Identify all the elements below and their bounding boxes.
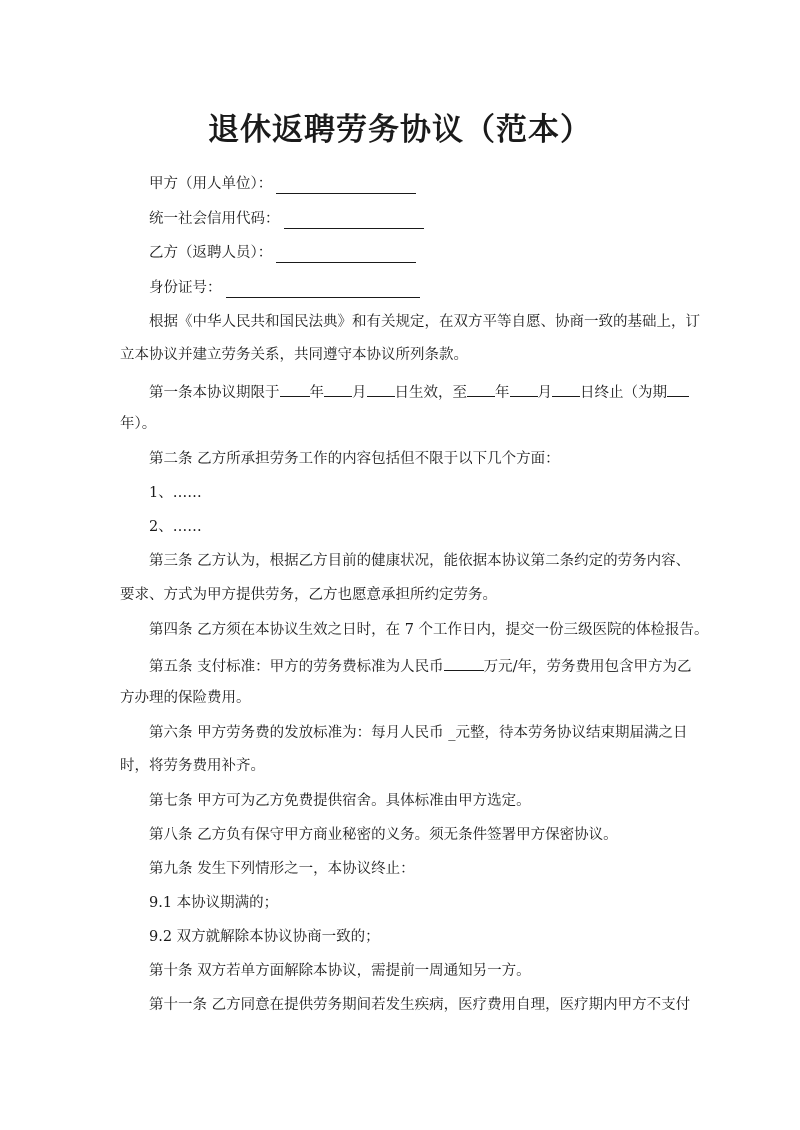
article-2: 第二条 乙方所承担劳务工作的内容包括但不限于以下几个方面：: [149, 451, 560, 467]
end-year-blank[interactable]: [467, 381, 495, 397]
preamble-line-1: 根据《中华人民共和国民法典》和有关规定，在双方平等自愿、协商一致的基础上，订: [149, 314, 700, 330]
credit-code-blank[interactable]: [284, 212, 424, 229]
article-6-line-1: 第六条 甲方劳务费的发放标准为：每月人民币 _元整，待本劳务协议结束期届满之日: [149, 725, 688, 741]
fee-amount-blank[interactable]: [444, 655, 484, 671]
article-1-line-1: [149, 381, 689, 403]
month-label: 月: [352, 385, 367, 401]
list-item-9-1: 9.1 本协议期满的；: [149, 895, 279, 911]
start-year-blank[interactable]: [280, 381, 310, 397]
article-1-line-2: 年）。: [120, 416, 157, 432]
party-b-label: 乙方（返聘人员）：: [149, 245, 273, 261]
article-6-line-2: 时，将劳务费用补齐。: [120, 758, 265, 774]
article-1-text-start: 第一条本协议期限于: [149, 385, 280, 401]
article-5-line-2: 方办理的保险费用。: [120, 690, 251, 706]
party-b-field: [149, 243, 416, 263]
end-month-blank[interactable]: [510, 381, 538, 397]
month-label: 月: [537, 385, 552, 401]
year-label: 年: [495, 385, 510, 401]
article-7: 第七条 甲方可为乙方免费提供宿舍。具体标准由甲方选定。: [149, 793, 531, 809]
term-years-blank[interactable]: [667, 381, 689, 397]
effective-label: 日生效，至: [394, 385, 467, 401]
article-5-text-end: 万元/年，劳务费用包含甲方为乙: [483, 659, 692, 675]
article-8: 第八条 乙方负有保守甲方商业秘密的义务。须无条件签署甲方保密协议。: [149, 827, 618, 843]
article-10: 第十条 双方若单方面解除本协议，需提前一周通知另一方。: [149, 963, 531, 979]
id-number-label: 身份证号：: [149, 280, 222, 296]
party-a-blank[interactable]: [276, 177, 416, 194]
credit-code-label: 统一社会信用代码：: [149, 211, 280, 227]
article-5-line-1: [149, 655, 692, 677]
party-a-label: 甲方（用人单位）：: [149, 176, 273, 192]
start-month-blank[interactable]: [324, 381, 352, 397]
end-day-blank[interactable]: [552, 381, 580, 397]
term-label: 日终止（为期: [580, 385, 667, 401]
party-a-field: [149, 174, 416, 194]
year-label: 年: [309, 385, 324, 401]
party-b-blank[interactable]: [276, 246, 416, 263]
id-number-blank[interactable]: [226, 281, 420, 298]
article-5-text-start: 第五条 支付标准：甲方的劳务费标准为人民币: [149, 659, 444, 675]
article-3-line-1: 第三条 乙方认为，根据乙方目前的健康状况，能依据本协议第二条约定的劳务内容、: [149, 553, 691, 569]
document-title: 退休返聘劳务协议（范本）: [208, 112, 592, 148]
start-day-blank[interactable]: [367, 381, 395, 397]
article-3-line-2: 要求、方式为甲方提供劳务，乙方也愿意承担所约定劳务。: [120, 587, 497, 603]
article-11: 第十一条 乙方同意在提供劳务期间若发生疾病，医疗费用自理，医疗期内甲方不支付: [149, 997, 691, 1013]
list-item-2: 2、……: [149, 519, 202, 535]
list-item-1: 1、……: [149, 485, 202, 501]
credit-code-field: [149, 209, 424, 229]
article-9: 第九条 发生下列情形之一，本协议终止：: [149, 861, 415, 877]
id-number-field: [149, 278, 420, 298]
list-item-9-2: 9.2 双方就解除本协议协商一致的；: [149, 929, 380, 945]
article-4: 第四条 乙方须在本协议生效之日时，在 7 个工作日内，提交一份三级医院的体检报告。: [149, 622, 709, 638]
preamble-line-2: 立本协议并建立劳务关系，共同遵守本协议所列条款。: [120, 347, 468, 363]
